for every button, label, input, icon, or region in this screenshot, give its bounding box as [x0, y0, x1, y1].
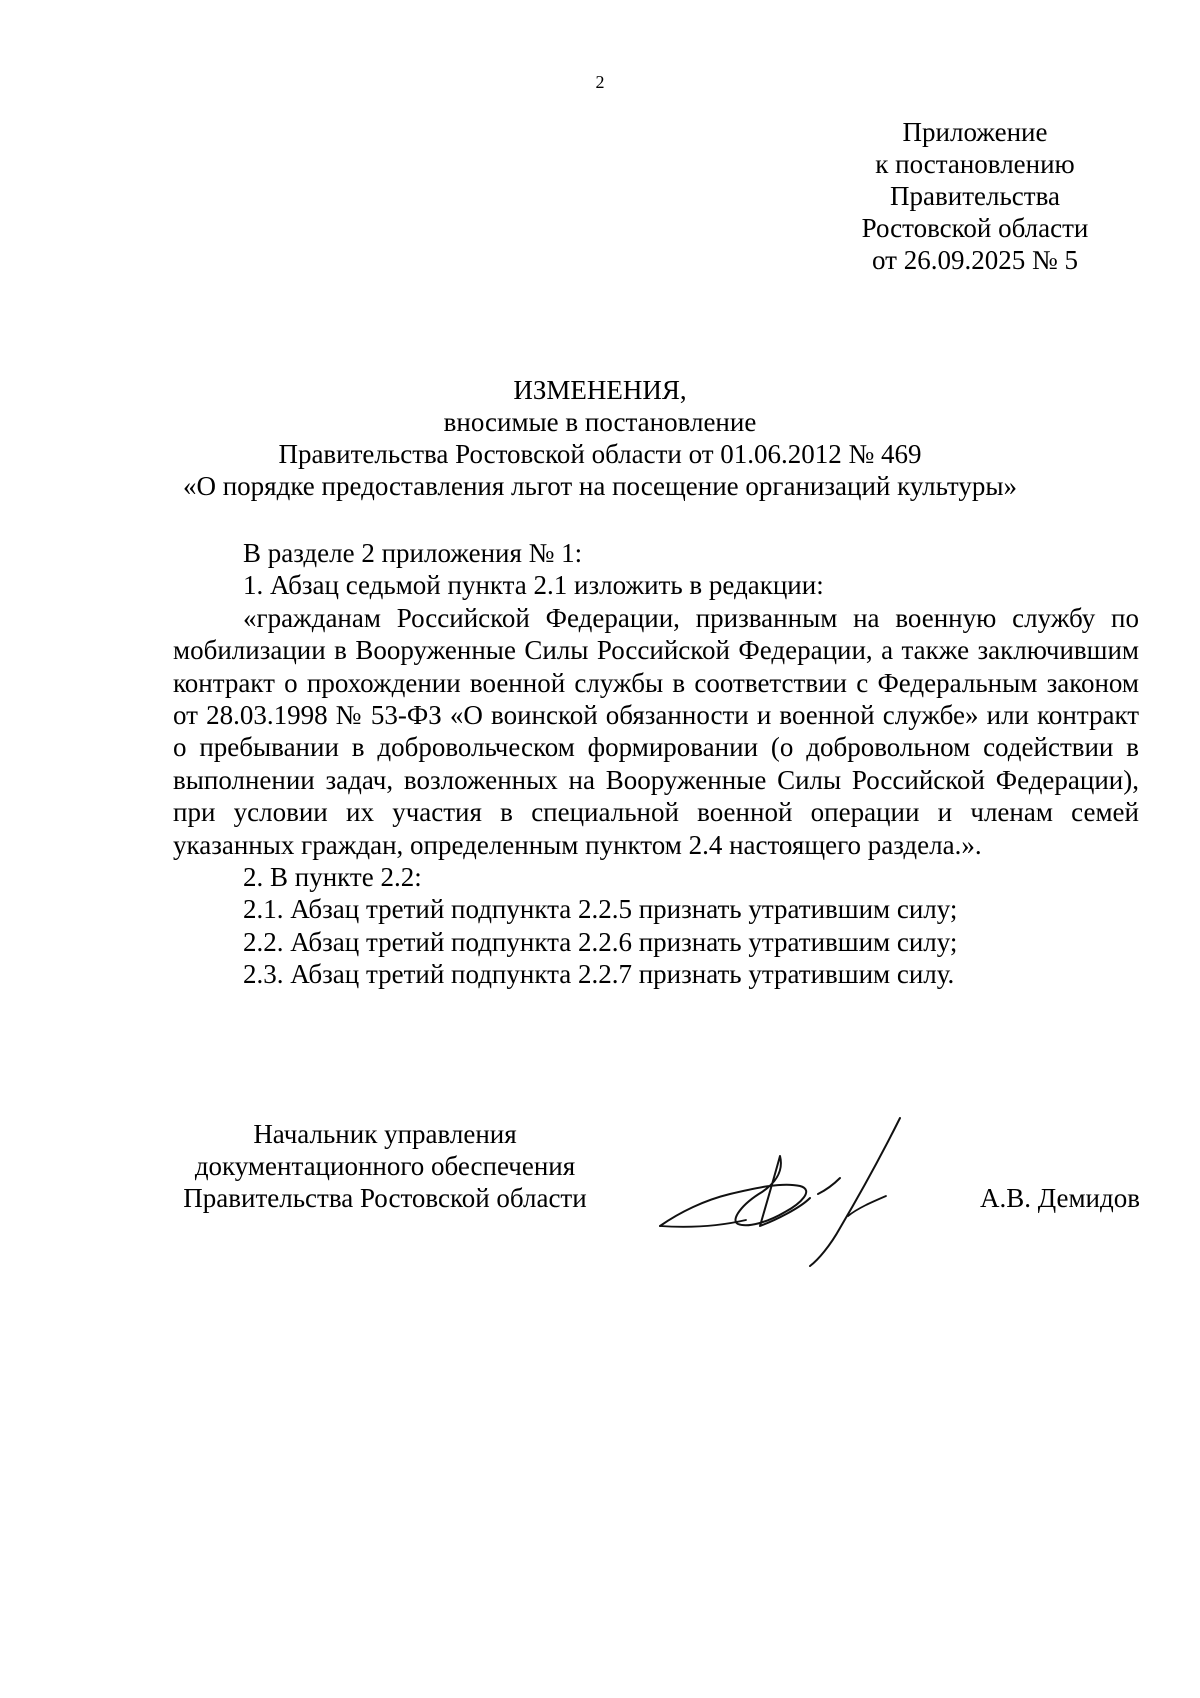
document-body: [173, 537, 1139, 991]
signatory-position-line-1: Начальник управления: [253, 1119, 517, 1149]
body-paragraph-5: 2.1. Абзац третий подпункта 2.2.5 признать утратившим силу;: [243, 894, 958, 925]
heading-title: ИЗМЕНЕНИЯ,: [513, 375, 687, 405]
signatory-position: [170, 1118, 600, 1214]
appendix-line-3: Правительства: [890, 181, 1060, 211]
appendix-line-4: Ростовской области: [861, 213, 1089, 243]
signatory-name: А.В. Демидов: [979, 1183, 1140, 1213]
appendix-line-5: от 26.09.2025 № 5: [872, 245, 1078, 275]
page-number: 2: [595, 72, 605, 92]
appendix-line-2: к постановлению: [875, 149, 1075, 179]
heading-line-3: Правительства Ростовской области от 01.06.2012 № 469: [278, 439, 922, 469]
heading-line-2: вносимые в постановление: [443, 407, 757, 437]
appendix-block: [830, 116, 1120, 276]
body-paragraph-1: В разделе 2 приложения № 1:: [243, 538, 583, 568]
body-paragraph-4: 2. В пункте 2.2:: [243, 862, 422, 893]
heading-line-4: «О порядке предоставления льгот на посещение организаций культуры»: [182, 471, 1018, 501]
body-paragraph-7: 2.3. Абзац третий подпункта 2.2.7 признать утратившим силу.: [243, 959, 955, 990]
body-paragraph-6: 2.2. Абзац третий подпункта 2.2.6 признать утратившим силу;: [243, 926, 958, 957]
handwritten-signature: [650, 1108, 940, 1268]
appendix-line-1: Приложение: [902, 117, 1048, 147]
body-paragraph-2: 1. Абзац седьмой пункта 2.1 изложить в редакции:: [243, 570, 824, 601]
signatory-position-line-2: документационного обеспечения: [194, 1151, 576, 1181]
signatory-position-line-3: Правительства Ростовской области: [183, 1183, 587, 1213]
body-paragraph-3: «гражданам Российской Федерации, призванным на военную службу по мобилизации в Вооруженные Силы Российской Федерации, а также заключившим контракт о прохождении военной службы в соответствии с Федеральным законом от 28.03.1998 № 53-ФЗ «О воинской обязанности и военной службе» или контракт о пребывании в добровольческом формировании (о добровольном содействии в выполнении задач, возложенных на Вооруженные Силы Российской Федерации), при условии их участия в специальной военной операции и членам семей указанных граждан, определенным пунктом 2.4 настоящего раздела.».: [173, 602, 1139, 860]
document-heading: [0, 374, 1200, 502]
